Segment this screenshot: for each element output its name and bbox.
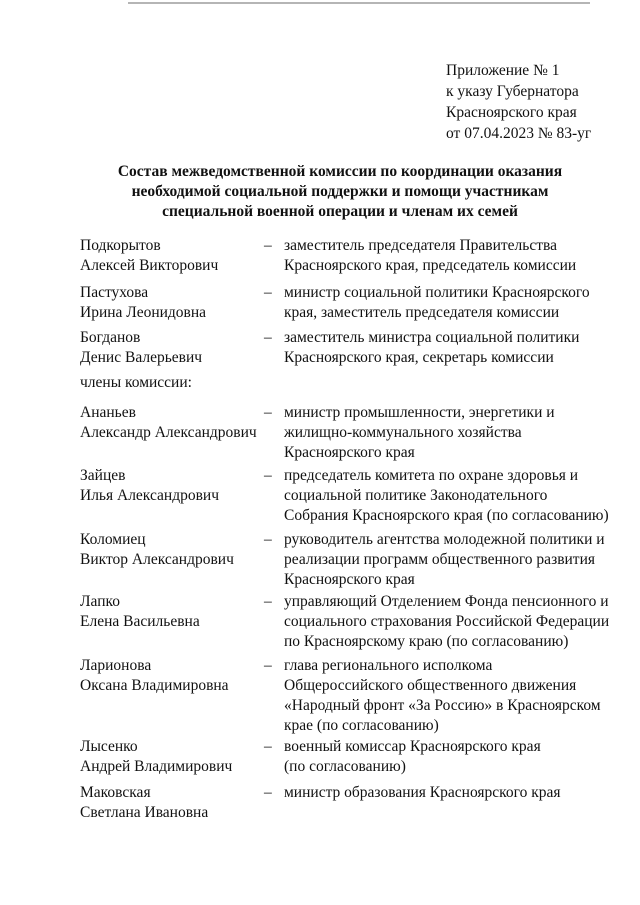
annex-header xyxy=(446,60,591,144)
member-name-block xyxy=(80,283,206,323)
title-line: специальной военной операции и членам их семей xyxy=(162,203,518,220)
document-title xyxy=(40,162,640,222)
member-role xyxy=(284,592,609,652)
role-line: председатель комитета по охране здоровья и xyxy=(284,467,579,484)
member-surname: Лысенко xyxy=(80,738,138,755)
title-line: необходимой социальной поддержки и помощи участникам xyxy=(131,183,549,200)
role-line: жилищно-коммунального хозяйства xyxy=(284,424,522,441)
member-surname: Коломиец xyxy=(80,531,146,548)
dash-separator: – xyxy=(264,531,272,548)
member-name-block xyxy=(80,737,232,777)
role-line: по Красноярскому краю (по согласованию) xyxy=(284,633,569,650)
role-line: «Народный фронт «За Россию» в Красноярском xyxy=(284,697,601,714)
role-line: руководитель агентства молодежной политики и xyxy=(284,531,605,548)
member-role xyxy=(284,737,541,777)
member-given-name: Александр Александрович xyxy=(80,424,257,441)
member-surname: Лапко xyxy=(80,593,120,610)
dash-separator: – xyxy=(264,593,272,610)
member-surname: Пастухова xyxy=(80,284,149,301)
member-name-block xyxy=(80,236,218,276)
member-name-block xyxy=(80,656,229,696)
member-given-name: Алексей Викторович xyxy=(80,257,219,274)
member-surname: Зайцев xyxy=(80,467,126,484)
member-name-block xyxy=(80,466,219,506)
role-line: социального страхования Российской Федерации xyxy=(284,613,610,630)
member-role xyxy=(284,236,576,276)
member-given-name: Светлана Ивановна xyxy=(80,804,209,821)
member-given-name: Елена Васильевна xyxy=(80,613,200,630)
member-name-block xyxy=(80,328,202,368)
member-surname: Ананьев xyxy=(80,404,136,421)
member-given-name: Виктор Александрович xyxy=(80,551,234,568)
dash-separator: – xyxy=(264,467,272,484)
member-name-block xyxy=(80,783,208,823)
annex-number: Приложение № 1 xyxy=(446,62,560,79)
member-name-block xyxy=(80,403,257,443)
role-line: военный комиссар Красноярского края xyxy=(284,738,541,755)
scan-edge-line xyxy=(128,2,590,4)
member-name-block xyxy=(80,530,234,570)
dash-separator: – xyxy=(264,738,272,755)
member-role xyxy=(284,466,609,526)
role-line: крае (по согласованию) xyxy=(284,717,439,734)
role-line: глава регионального исполкома xyxy=(284,657,493,674)
dash-separator: – xyxy=(264,784,272,801)
dash-separator: – xyxy=(264,657,272,674)
role-line: заместитель председателя Правительства xyxy=(284,237,558,254)
annex-date: от 07.04.2023 № 83-уг xyxy=(446,125,592,142)
dash-separator: – xyxy=(264,329,272,346)
annex-decree-ref: к указу Губернатора xyxy=(446,83,579,100)
member-surname: Маковская xyxy=(80,784,151,801)
member-surname: Ларионова xyxy=(80,657,152,674)
member-role xyxy=(284,656,601,736)
annex-region: Красноярского края xyxy=(446,104,577,121)
member-given-name: Ирина Леонидовна xyxy=(80,304,207,321)
role-line: Собрания Красноярского края (по согласованию) xyxy=(284,507,609,524)
role-line: Общероссийского общественного движения xyxy=(284,677,577,694)
role-line: края, заместитель председателя комиссии xyxy=(284,304,560,321)
member-name-block xyxy=(80,592,200,632)
role-line: Красноярского края, секретарь комиссии xyxy=(284,349,554,366)
role-line: Красноярского края, председатель комиссии xyxy=(284,257,577,274)
members-section-label: члены комиссии: xyxy=(80,374,192,391)
role-line: министр образования Красноярского края xyxy=(284,784,561,801)
member-surname: Подкорытов xyxy=(80,237,161,254)
dash-separator: – xyxy=(264,284,272,301)
member-role xyxy=(284,403,555,463)
role-line: министр промышленности, энергетики и xyxy=(284,404,555,421)
member-role xyxy=(284,328,579,368)
member-role xyxy=(284,783,561,803)
title-line: Состав межведомственной комиссии по координации оказания xyxy=(117,163,563,180)
role-line: Красноярского края xyxy=(284,571,415,588)
dash-separator: – xyxy=(264,404,272,421)
member-given-name: Илья Александрович xyxy=(80,487,219,504)
role-line: управляющий Отделением Фонда пенсионного и xyxy=(284,593,609,610)
member-role xyxy=(284,530,605,590)
role-line: (по согласованию) xyxy=(284,758,406,775)
role-line: заместитель министра социальной политики xyxy=(284,329,580,346)
member-given-name: Оксана Владимировна xyxy=(80,677,229,694)
role-line: министр социальной политики Красноярского xyxy=(284,284,590,301)
member-given-name: Денис Валерьевич xyxy=(80,349,203,366)
role-line: Красноярского края xyxy=(284,444,415,461)
member-given-name: Андрей Владимирович xyxy=(80,758,233,775)
role-line: социальной политике Законодательного xyxy=(284,487,548,504)
member-surname: Богданов xyxy=(80,329,141,346)
dash-separator: – xyxy=(264,237,272,254)
member-role xyxy=(284,283,590,323)
role-line: реализации программ общественного развития xyxy=(284,551,595,568)
